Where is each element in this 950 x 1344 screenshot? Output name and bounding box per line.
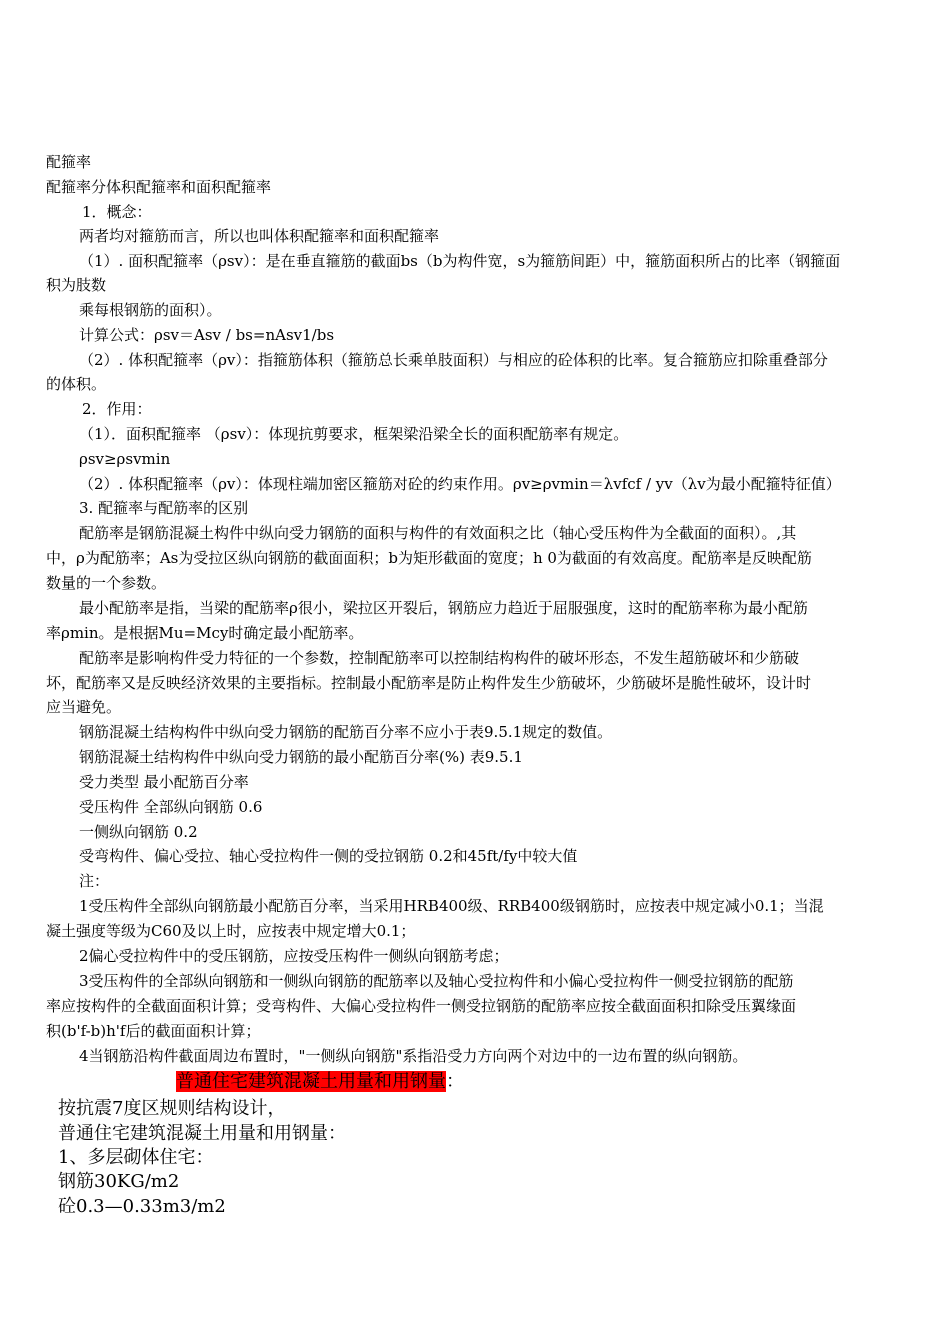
note-line: 3受压构件的全部纵向钢筋和一侧纵向钢筋的配筋率以及轴心受拉构件和小偏心受拉构件一侧受拉钢筋的配筋 xyxy=(79,972,794,990)
note-line: 2偏心受拉构件中的受压钢筋，应按受压构件一侧纵向钢筋考虑； xyxy=(79,947,509,965)
paragraph-line: 率ρmin。是根据Mu=Mcy时确定最小配筋率。 xyxy=(46,624,364,642)
formula-line: 计算公式：ρsv＝Asv / bs=nAsv1/bs xyxy=(79,326,335,344)
tail-line: 钢筋30KG/m2 xyxy=(58,1171,180,1192)
paragraph-line: 中，ρ为配筋率；As为受拉区纵向钢筋的截面面积；b为矩形截面的宽度；h 0为截面的有效高度。配筋率是反映配筋 xyxy=(46,549,812,567)
table-row: 一侧纵向钢筋 0.2 xyxy=(79,823,198,841)
note-line: 积(b'f-b)h'f后的截面面积计算； xyxy=(46,1022,261,1040)
tail-line: 1、多层砌体住宅： xyxy=(58,1147,214,1168)
note-line: 1受压构件全部纵向钢筋最小配筋百分率，当采用HRB400级、RRB400级钢筋时，应按表中规定减小0.1；当混 xyxy=(79,897,824,915)
tail-line: 按抗震7度区规则结构设计， xyxy=(58,1098,286,1119)
table-row: 受压构件 全部纵向钢筋 0.6 xyxy=(79,798,263,816)
paragraph-line: 应当避免。 xyxy=(46,698,122,716)
paragraph-line: 坏，配筋率又是反映经济效果的主要指标。控制最小配筋率是防止构件发生少筋破坏，少筋破坏是脆性破坏，设计时 xyxy=(46,674,812,692)
paragraph-line: 两者均对箍筋而言，所以也叫体积配箍率和面积配箍率 xyxy=(79,227,440,245)
paragraph-line: （2）. 体积配箍率（ρv）：体现柱端加密区箍筋对砼的约束作用。ρv≥ρvmin＝λvfcf / yv（λv为最小配箍特征值） xyxy=(79,475,841,493)
paragraph-line: 钢筋混凝土结构构件中纵向受力钢筋的配筋百分率不应小于表9.5.1规定的数值。 xyxy=(79,723,613,741)
tail-line: 砼0.3—0.33m3/m2 xyxy=(58,1196,226,1217)
paragraph-line: 配筋率是影响构件受力特征的一个参数，控制配筋率可以控制结构构件的破坏形态，不发生超筋破坏和少筋破 xyxy=(79,649,800,667)
highlighted-heading xyxy=(176,1071,464,1093)
table-header-row: 受力类型 最小配筋百分率 xyxy=(79,773,249,791)
highlighted-heading-suffix: ： xyxy=(446,1071,464,1092)
note-label: 注： xyxy=(79,872,110,890)
paragraph-line: 最小配筋率是指，当梁的配筋率ρ很小，梁拉区开裂后，钢筋应力趋近于屈服强度，这时的配筋率称为最小配筋 xyxy=(79,599,808,617)
highlighted-heading-text: 普通住宅建筑混凝土用量和用钢量 xyxy=(176,1071,446,1092)
paragraph-line: 数量的一个参数。 xyxy=(46,574,167,592)
note-line: 率应按构件的全截面面积计算；受弯构件、大偏心受拉构件一侧受拉钢筋的配筋率应按全截面面积扣除受压翼缘面 xyxy=(46,997,797,1015)
paragraph-line: 配筋率是钢筋混凝土构件中纵向受力钢筋的面积与构件的有效面积之比（轴心受压构件为全截面的面积）。,其 xyxy=(79,524,797,542)
paragraph-line: （2）. 体积配箍率（ρv）：指箍筋体积（箍筋总长乘单肢面积）与相应的砼体积的比率。复合箍筋应扣除重叠部分 xyxy=(79,351,828,369)
paragraph-line: 的体积。 xyxy=(46,375,107,393)
note-line: 凝土强度等级为C60及以上时，应按表中规定增大0.1； xyxy=(46,922,416,940)
section-heading: 1．概念： xyxy=(82,203,152,221)
paragraph-line: （1）．面积配箍率 （ρsv）：体现抗剪要求，框架梁沿梁全长的面积配筋率有规定。 xyxy=(79,425,629,443)
section-heading: 3. 配箍率与配筋率的区别 xyxy=(79,499,249,517)
paragraph-line: 乘每根钢筋的面积）。 xyxy=(79,301,222,319)
paragraph-line: （1）. 面积配箍率（ρsv）：是在垂直箍筋的截面bs（b为构件宽，s为箍筋间距）中，箍筋面积所占的比率（钢箍面 xyxy=(79,252,841,270)
doc-title: 配箍率 xyxy=(46,153,92,171)
formula-line: ρsv≥ρsvmin xyxy=(79,450,171,468)
doc-subtitle: 配箍率分体积配箍率和面积配箍率 xyxy=(46,178,272,196)
table-row: 受弯构件、偏心受拉、轴心受拉构件一侧的受拉钢筋 0.2和45ft/fy中较大值 xyxy=(79,847,578,865)
tail-line: 普通住宅建筑混凝土用量和用钢量： xyxy=(58,1123,346,1144)
table-caption: 钢筋混凝土结构构件中纵向受力钢筋的最小配筋百分率(%) 表9.5.1 xyxy=(79,748,523,766)
note-line: 4当钢筋沿构件截面周边布置时，"一侧纵向钢筋"系指沿受力方向两个对边中的一边布置的纵向钢筋。 xyxy=(79,1047,748,1065)
section-heading: 2．作用： xyxy=(82,400,152,418)
paragraph-line: 积为肢数 xyxy=(46,276,107,294)
